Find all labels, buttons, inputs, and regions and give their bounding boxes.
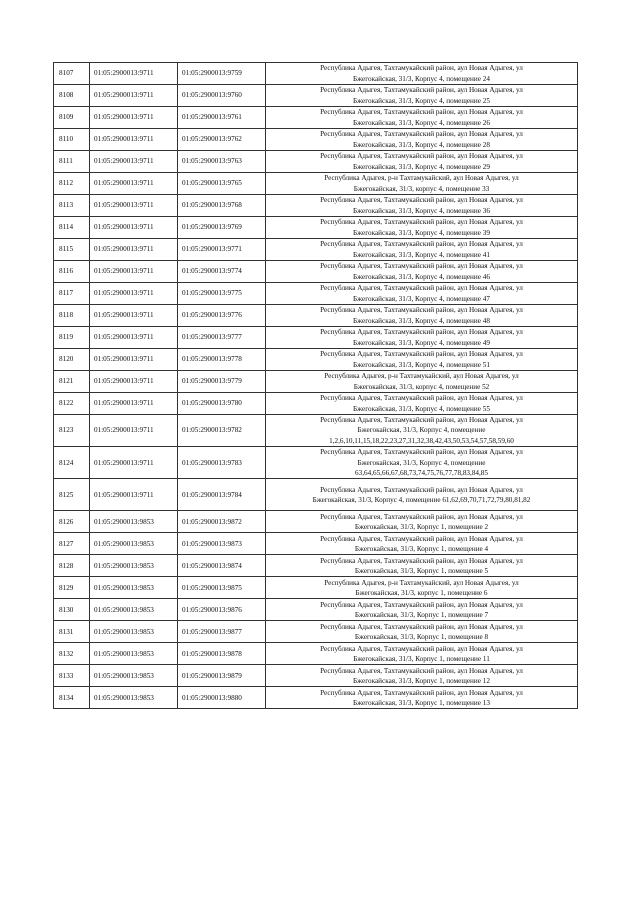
address-line: Республика Адыгея, р-н Тахтамукайский, аул Новая Адыгея, ул <box>324 372 519 381</box>
registry-table <box>53 62 578 709</box>
cadastral-number-cell: 01:05:2900013:9880 <box>178 687 266 709</box>
parent-cadastral-number-cell: 01:05:2900013:9853 <box>90 621 178 643</box>
cadastral-number-cell: 01:05:2900013:9878 <box>178 643 266 665</box>
table-row <box>54 239 578 261</box>
cadastral-number-cell: 01:05:2900013:9774 <box>178 261 266 283</box>
parent-cadastral-number-cell: 01:05:2900013:9711 <box>90 261 178 283</box>
row-number-cell: 8113 <box>54 195 90 217</box>
cadastral-number-cell: 01:05:2900013:9875 <box>178 577 266 599</box>
row-number-cell: 8127 <box>54 533 90 555</box>
table-row <box>54 107 578 129</box>
cadastral-number-cell: 01:05:2900013:9761 <box>178 107 266 129</box>
address-cell <box>266 599 578 621</box>
row-number-cell: 8128 <box>54 555 90 577</box>
table-row <box>54 349 578 371</box>
cadastral-number-cell: 01:05:2900013:9771 <box>178 239 266 261</box>
address-cell <box>266 305 578 327</box>
cadastral-number-cell: 01:05:2900013:9768 <box>178 195 266 217</box>
table-row <box>54 533 578 555</box>
address-cell <box>266 393 578 415</box>
row-number-cell: 8132 <box>54 643 90 665</box>
cadastral-number-cell: 01:05:2900013:9780 <box>178 393 266 415</box>
address-line: Бжегокайская, 31/3, Корпус 1, помещение 5 <box>354 566 489 575</box>
parent-cadastral-number-cell: 01:05:2900013:9711 <box>90 63 178 85</box>
address-line: Бжегокайская, 31/3, Корпус 4, помещение 48 <box>353 316 490 325</box>
table-row <box>54 447 578 479</box>
row-number-cell: 8120 <box>54 349 90 371</box>
address-line: Бжегокайская, 31/3, Корпус 4, помещение 39 <box>353 228 490 237</box>
address-cell <box>266 621 578 643</box>
parent-cadastral-number-cell: 01:05:2900013:9711 <box>90 85 178 107</box>
table-row <box>54 217 578 239</box>
row-number-cell: 8118 <box>54 305 90 327</box>
cadastral-number-cell: 01:05:2900013:9775 <box>178 283 266 305</box>
table-row <box>54 327 578 349</box>
address-cell <box>266 665 578 687</box>
address-line: Бжегокайская, 31/3, Корпус 4, помещение 55 <box>353 404 490 413</box>
row-number-cell: 8131 <box>54 621 90 643</box>
parent-cadastral-number-cell: 01:05:2900013:9853 <box>90 687 178 709</box>
row-number-cell: 8109 <box>54 107 90 129</box>
parent-cadastral-number-cell: 01:05:2900013:9711 <box>90 239 178 261</box>
parent-cadastral-number-cell: 01:05:2900013:9711 <box>90 371 178 393</box>
address-line: Бжегокайская, 31/3, Корпус 1, помещение 8 <box>354 632 489 641</box>
parent-cadastral-number-cell: 01:05:2900013:9853 <box>90 577 178 599</box>
row-number-cell: 8116 <box>54 261 90 283</box>
parent-cadastral-number-cell: 01:05:2900013:9711 <box>90 107 178 129</box>
cadastral-number-cell: 01:05:2900013:9879 <box>178 665 266 687</box>
cadastral-number-cell: 01:05:2900013:9760 <box>178 85 266 107</box>
address-cell <box>266 327 578 349</box>
address-line: Республика Адыгея, Тахтамукайский район, аул Новая Адыгея, ул <box>320 64 523 73</box>
row-number-cell: 8112 <box>54 173 90 195</box>
table-row <box>54 63 578 85</box>
table-row <box>54 555 578 577</box>
cadastral-number-cell: 01:05:2900013:9873 <box>178 533 266 555</box>
address-cell <box>266 129 578 151</box>
address-cell <box>266 107 578 129</box>
address-line: Республика Адыгея, Тахтамукайский район, аул Новая Адыгея, ул <box>320 556 523 565</box>
row-number-cell: 8107 <box>54 63 90 85</box>
address-cell <box>266 85 578 107</box>
address-cell <box>266 283 578 305</box>
address-cell <box>266 577 578 599</box>
cadastral-number-cell: 01:05:2900013:9777 <box>178 327 266 349</box>
address-line: Республика Адыгея, Тахтамукайский район, аул Новая Адыгея, ул <box>320 394 523 403</box>
table-row <box>54 577 578 599</box>
address-cell <box>266 479 578 511</box>
row-number-cell: 8115 <box>54 239 90 261</box>
address-line: Бжегокайская, 31/3, Корпус 1, помещение 2 <box>354 522 489 531</box>
address-cell <box>266 371 578 393</box>
parent-cadastral-number-cell: 01:05:2900013:9711 <box>90 327 178 349</box>
table-row <box>54 687 578 709</box>
address-cell <box>266 533 578 555</box>
cadastral-number-cell: 01:05:2900013:9769 <box>178 217 266 239</box>
row-number-cell: 8121 <box>54 371 90 393</box>
cadastral-number-cell: 01:05:2900013:9872 <box>178 511 266 533</box>
address-cell <box>266 173 578 195</box>
address-cell <box>266 415 578 447</box>
address-line: Республика Адыгея, Тахтамукайский район, аул Новая Адыгея, ул <box>320 534 523 543</box>
address-line: Бжегокайская, 31/3, Корпус 1, помещение 12 <box>353 676 490 685</box>
address-line: Бжегокайская, 31/3, Корпус 4, помещение 24 <box>353 74 490 83</box>
address-line: Республика Адыгея, Тахтамукайский район, аул Новая Адыгея, ул <box>320 688 523 697</box>
address-line: Бжегокайская, 31/3, Корпус 4, помещение 46 <box>353 272 490 281</box>
row-number-cell: 8126 <box>54 511 90 533</box>
address-line: Бжегокайская, 31/3, Корпус 4, помещение 41 <box>353 250 490 259</box>
parent-cadastral-number-cell: 01:05:2900013:9711 <box>90 479 178 511</box>
address-cell <box>266 447 578 479</box>
address-line: Бжегокайская, 31/3, Корпус 4, помещение <box>357 426 486 435</box>
row-number-cell: 8111 <box>54 151 90 173</box>
address-line: Республика Адыгея, Тахтамукайский район, аул Новая Адыгея, ул <box>320 108 523 117</box>
address-line: Республика Адыгея, Тахтамукайский район, аул Новая Адыгея, ул <box>320 512 523 521</box>
address-cell <box>266 261 578 283</box>
cadastral-number-cell: 01:05:2900013:9782 <box>178 415 266 447</box>
address-cell <box>266 151 578 173</box>
address-line: Республика Адыгея, Тахтамукайский район, аул Новая Адыгея, ул <box>320 130 523 139</box>
cadastral-number-cell: 01:05:2900013:9765 <box>178 173 266 195</box>
table-row <box>54 151 578 173</box>
address-line: Республика Адыгея, Тахтамукайский район, аул Новая Адыгея, ул <box>320 240 523 249</box>
parent-cadastral-number-cell: 01:05:2900013:9711 <box>90 195 178 217</box>
parent-cadastral-number-cell: 01:05:2900013:9711 <box>90 217 178 239</box>
parent-cadastral-number-cell: 01:05:2900013:9711 <box>90 393 178 415</box>
cadastral-number-cell: 01:05:2900013:9759 <box>178 63 266 85</box>
address-cell <box>266 643 578 665</box>
address-line: Бжегокайская, 31/3, Корпус 4, помещение 25 <box>353 96 490 105</box>
row-number-cell: 8129 <box>54 577 90 599</box>
address-line: Республика Адыгея, Тахтамукайский район, аул Новая Адыгея, ул <box>320 218 523 227</box>
row-number-cell: 8119 <box>54 327 90 349</box>
address-cell <box>266 687 578 709</box>
table-row <box>54 479 578 511</box>
address-line: Бжегокайская, 31/3, Корпус 4, помещение <box>357 458 486 467</box>
address-line: 63,64,65,66,67,68,73,74,75,76,77,78,83,84,85 <box>355 469 488 478</box>
row-number-cell: 8108 <box>54 85 90 107</box>
address-line: Бжегокайская, 31/3, Корпус 1, помещение 11 <box>353 654 490 663</box>
cadastral-number-cell: 01:05:2900013:9783 <box>178 447 266 479</box>
parent-cadastral-number-cell: 01:05:2900013:9711 <box>90 173 178 195</box>
row-number-cell: 8123 <box>54 415 90 447</box>
address-line: Бжегокайская, 31/3, Корпус 1, помещение 7 <box>354 610 489 619</box>
table-row <box>54 173 578 195</box>
parent-cadastral-number-cell: 01:05:2900013:9711 <box>90 415 178 447</box>
row-number-cell: 8117 <box>54 283 90 305</box>
cadastral-number-cell: 01:05:2900013:9762 <box>178 129 266 151</box>
address-line: Бжегокайская, 31/3, Корпус 1, помещение 4 <box>354 544 489 553</box>
table-row <box>54 393 578 415</box>
parent-cadastral-number-cell: 01:05:2900013:9711 <box>90 305 178 327</box>
table-row <box>54 85 578 107</box>
cadastral-number-cell: 01:05:2900013:9876 <box>178 599 266 621</box>
table-row <box>54 371 578 393</box>
address-line: Республика Адыгея, Тахтамукайский район, аул Новая Адыгея, ул <box>320 328 523 337</box>
address-line: Республика Адыгея, р-н Тахтамукайский, аул Новая Адыгея, ул <box>324 174 519 183</box>
address-line: Бжегокайская, 31/3, Корпус 4, помещение 26 <box>353 118 490 127</box>
cadastral-number-cell: 01:05:2900013:9877 <box>178 621 266 643</box>
table-row <box>54 643 578 665</box>
cadastral-number-cell: 01:05:2900013:9779 <box>178 371 266 393</box>
address-line: Республика Адыгея, Тахтамукайский район, аул Новая Адыгея, ул <box>320 448 523 457</box>
address-line: Бжегокайская, 31/3, корпус 1, помещение 6 <box>355 588 488 597</box>
address-line: Республика Адыгея, Тахтамукайский район, аул Новая Адыгея, ул <box>320 666 523 675</box>
parent-cadastral-number-cell: 01:05:2900013:9853 <box>90 643 178 665</box>
address-line: Бжегокайская, 31/3, Корпус 4, помещение 51 <box>353 360 490 369</box>
parent-cadastral-number-cell: 01:05:2900013:9853 <box>90 665 178 687</box>
address-line: Бжегокайская, 31/3, корпус 4, помещение 52 <box>353 382 490 391</box>
table-row <box>54 621 578 643</box>
parent-cadastral-number-cell: 01:05:2900013:9853 <box>90 533 178 555</box>
address-line: Республика Адыгея, Тахтамукайский район, аул Новая Адыгея, ул <box>320 600 523 609</box>
table-row <box>54 195 578 217</box>
parent-cadastral-number-cell: 01:05:2900013:9711 <box>90 349 178 371</box>
address-cell <box>266 239 578 261</box>
table-row <box>54 415 578 447</box>
row-number-cell: 8124 <box>54 447 90 479</box>
address-cell <box>266 349 578 371</box>
row-number-cell: 8114 <box>54 217 90 239</box>
address-line: Республика Адыгея, Тахтамукайский район, аул Новая Адыгея, ул <box>320 622 523 631</box>
address-line: Республика Адыгея, р-н Тахтамукайский, аул Новая Адыгея, ул <box>324 578 519 587</box>
cadastral-number-cell: 01:05:2900013:9784 <box>178 479 266 511</box>
address-cell <box>266 555 578 577</box>
row-number-cell: 8130 <box>54 599 90 621</box>
address-line: Бжегокайская, 31/3, Корпус 4, помещение 61,62,69,70,71,72,79,80,81,82 <box>312 495 531 504</box>
row-number-cell: 8125 <box>54 479 90 511</box>
table-row <box>54 261 578 283</box>
address-cell <box>266 217 578 239</box>
address-cell <box>266 511 578 533</box>
address-line: Республика Адыгея, Тахтамукайский район, аул Новая Адыгея, ул <box>320 416 523 424</box>
table-row <box>54 305 578 327</box>
address-line: Бжегокайская, 31/3, Корпус 4, помещение 47 <box>353 294 490 303</box>
address-line: Бжегокайская, 31/3, корпус 4, помещение 33 <box>353 184 490 193</box>
parent-cadastral-number-cell: 01:05:2900013:9711 <box>90 447 178 479</box>
address-line: Бжегокайская, 31/3, Корпус 1, помещение 13 <box>353 698 490 707</box>
parent-cadastral-number-cell: 01:05:2900013:9853 <box>90 599 178 621</box>
parent-cadastral-number-cell: 01:05:2900013:9853 <box>90 511 178 533</box>
parent-cadastral-number-cell: 01:05:2900013:9711 <box>90 129 178 151</box>
address-line: Бжегокайская, 31/3, Корпус 4, помещение 29 <box>353 162 490 171</box>
row-number-cell: 8122 <box>54 393 90 415</box>
parent-cadastral-number-cell: 01:05:2900013:9853 <box>90 555 178 577</box>
cadastral-number-cell: 01:05:2900013:9776 <box>178 305 266 327</box>
address-line: Бжегокайская, 31/3, Корпус 4, помещение 49 <box>353 338 490 347</box>
address-line: Бжегокайская, 31/3, Корпус 4, помещение 36 <box>353 206 490 215</box>
row-number-cell: 8110 <box>54 129 90 151</box>
address-cell <box>266 195 578 217</box>
address-cell <box>266 63 578 85</box>
row-number-cell: 8133 <box>54 665 90 687</box>
cadastral-number-cell: 01:05:2900013:9778 <box>178 349 266 371</box>
parent-cadastral-number-cell: 01:05:2900013:9711 <box>90 283 178 305</box>
address-line: Республика Адыгея, Тахтамукайский район, аул Новая Адыгея, ул <box>320 86 523 95</box>
address-line: Республика Адыгея, Тахтамукайский район, аул Новая Адыгея, ул <box>320 196 523 205</box>
table-row <box>54 129 578 151</box>
table-row <box>54 665 578 687</box>
address-line: Республика Адыгея, Тахтамукайский район, аул Новая Адыгея, ул <box>320 644 523 653</box>
table-row <box>54 511 578 533</box>
address-line: Республика Адыгея, Тахтамукайский район, аул Новая Адыгея, ул <box>320 306 523 315</box>
table-row <box>54 599 578 621</box>
cadastral-number-cell: 01:05:2900013:9874 <box>178 555 266 577</box>
address-line: Республика Адыгея, Тахтамукайский район, аул Новая Адыгея, ул <box>320 350 523 359</box>
registry-table-body <box>54 63 578 709</box>
address-line: Республика Адыгея, Тахтамукайский район, аул Новая Адыгея, ул <box>320 152 523 161</box>
table-row <box>54 283 578 305</box>
address-line: Республика Адыгея, Тахтамукайский район, аул Новая Адыгея, ул <box>320 485 523 494</box>
parent-cadastral-number-cell: 01:05:2900013:9711 <box>90 151 178 173</box>
address-line: Республика Адыгея, Тахтамукайский район, аул Новая Адыгея, ул <box>320 262 523 271</box>
address-line: 1,2,6,10,11,15,18,22,23,27,31,32,38,42,43,50,53,54,57,58,59,60 <box>329 436 514 445</box>
row-number-cell: 8134 <box>54 687 90 709</box>
address-line: Республика Адыгея, Тахтамукайский район, аул Новая Адыгея, ул <box>320 284 523 293</box>
address-line: Бжегокайская, 31/3, Корпус 4, помещение 28 <box>353 140 490 149</box>
cadastral-number-cell: 01:05:2900013:9763 <box>178 151 266 173</box>
